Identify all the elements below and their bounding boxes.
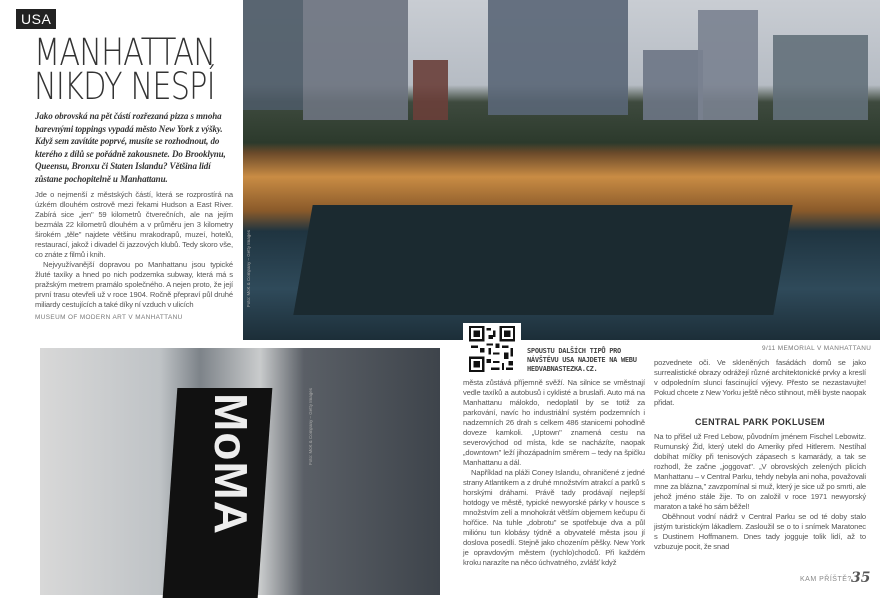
paragraph: Nejvyužívanější dopravou po Manhattanu jsou typické žluté taxíky a hned po nich podzemka subway, která má s pražským metrem pramálo společného. A nejen proto, že její první trasu otevřeli už v roce 1904. Ročně přepraví půl druhé miliardy cestujících a také díky ní vzduch v ulicích xyxy=(35,259,233,309)
section-heading: CENTRAL PARK POKLUSEM xyxy=(695,417,825,427)
qr-code-icon xyxy=(466,326,518,372)
paragraph: Jde o nejmenší z městských částí, která se rozprostírá na úzkém dlouhém ostrově mezi řekami Hudson a East River. Zabírá sice „jen" 59 kilometrů čtverečních, ale na jejím bezmála 22 kilometrů dlouhém a v průměru jen 3 kilometry širokém „těle" najdete většinu mrakodrapů, muzeí, hotelů, restaurací, jakož i divadel či jazzových klubů. Tedy skoro vše, co znáte z filmů i knih. xyxy=(35,189,233,259)
body-column-left xyxy=(35,190,233,310)
page-title xyxy=(34,31,216,108)
title-line: MANHATTAN xyxy=(34,31,216,74)
caption-moma: MUSEUM OF MODERN ART V MANHATTANU xyxy=(35,313,183,321)
intro-paragraph: Jako obrovská na pět částí rozřezaná pizza s mnoha barevnými toppings vypadá město New York z výšky. Když sem zavítáte poprvé, musíte se rozhodnout, do kterého z dílů se pořádně zakousnete. Do Brooklynu, Queensu, Bronxu či Staten Islandu? Většina lidí zůstane pochopitelně u Manhattanu. xyxy=(35,111,226,184)
body-column-right-continued xyxy=(654,432,866,552)
photo-credit: Foto: McK & Company – Getty Images xyxy=(308,388,313,466)
photo-credit: Foto: McK & Company – Getty Images xyxy=(246,230,251,308)
paragraph: Oběhnout vodní nádrž v Central Parku se od té doby stalo jistým turistickým lákadlem. Zasloužil se o to i snímek Maratonec s Dustinem Hoffmanem. Dnes tady jogguje tolik lidí, až to vzbuzuje pocit, že snad xyxy=(654,512,866,551)
title-line: NIKDY NESPÍ xyxy=(34,65,215,108)
paragraph: Na to přišel už Fred Lebow, původním jménem Fischel Lebowitz. Rumunský Žid, který utekl do Ameriky před Hitlerem. Nestíhal dobíhat míčky při tenisových zápasech s kamarády, a tak se rozhodl, že začne „joggovat". „V obrovských zelených plicích Manhattanu – v Central Parku, tehdy nebyla ani noha, považovali mne za blázna," zavzpomínal si muž, který je sice už po smrti, ale jehož jméno stále žije. To on založil v roce 1971 newyorský maraton a také ho sám běžel! xyxy=(654,432,866,511)
page-number: 35 xyxy=(851,570,871,586)
paragraph: Například na pláži Coney Islandu, ohraničené z jedné strany Atlantikem a z druhé množstvím atrakcí a parků s horskými dráhami. Právě tady prodávají nejlepší hotdogy ve městě, typické newyorské párky v housce s množstvím zelí a mnohokrát větším objemem kečupu či hořčice. Na tuhle „dobrotu" se spotřebuje dva a půl miliónu tun klobásy týdně a obyvatelé města jsou jí doslova posedlí. Stejně jako chozením pěšky. New York je opravdovým městem (rychlo)chodců. Při každém kroku narazíte na něco úchvatného, zvlášť když xyxy=(463,468,645,567)
caption-memorial: 9/11 MEMORIAL V MANHATTANU xyxy=(762,345,872,352)
memorial-photo xyxy=(243,0,880,340)
qr-promo-text: SPOUSTU DALŠÍCH TIPŮ PRO NÁVŠTĚVU USA NAJDETE NA WEBU HEDVABNASTEZKA.CZ. xyxy=(527,347,637,373)
paragraph: města zůstává příjemně svěží. Na silnice se vměstnají vedle taxíků a autobusů i cyklisté a bruslaři. Auto má na Manhattanu málokdo, nedoplatil by se totiž za parkování, navíc ho industriální systém podzemních i nadzemních 26 drah s celkem 486 stanicemi pohodlně doveze kamkoli. „Uptown" znamená cestu na severovýchod od místa, kde se nacházíte, naopak „downtown" leží jihozápadním směrem – tedy na špičku Manhattanu a dál. xyxy=(463,378,645,467)
body-column-middle xyxy=(463,378,645,568)
moma-photo xyxy=(40,348,440,595)
paragraph: pozvednete oči. Ve skleněných fasádách domů se jako surrealistické obrazy odrážejí různé architektonické prvky a kreslí v odpoledním slunci fascinující výjevy. Přesto se nezastavujte! Pokud chcete z New Yorku ještě něco stihnout, měli byste naopak přidat. xyxy=(654,358,866,407)
magazine-name: KAM PŘÍŠTĚ? xyxy=(800,576,852,583)
moma-sign-text: MoMA xyxy=(205,393,257,535)
section-tag: USA xyxy=(16,9,56,29)
qr-code[interactable] xyxy=(463,323,521,375)
right-column xyxy=(654,358,866,568)
left-column xyxy=(35,110,233,345)
body-column-right xyxy=(654,358,866,408)
